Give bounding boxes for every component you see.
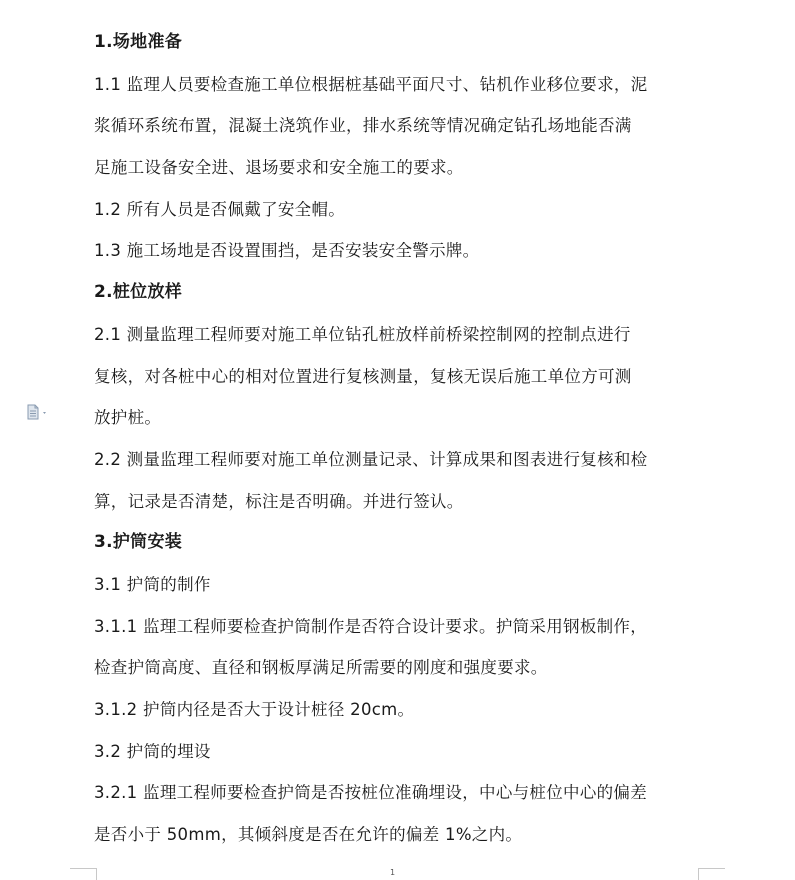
body-line: 足施工设备安全进、退场要求和安全施工的要求。 — [94, 158, 464, 178]
body-line: 1.1 监理人员要检查施工单位根据桩基础平面尺寸、钻机作业移位要求，泥 — [94, 74, 648, 94]
document-dropdown-icon[interactable] — [26, 404, 50, 420]
body-line: 3.1.2 护筒内径是否大于设计桩径 20cm。 — [94, 700, 415, 719]
body-line: 2.2 测量监理工程师要对施工单位测量记录、计算成果和图表进行复核和检 — [94, 449, 648, 469]
subsection-heading: 3.1 护筒的制作 — [94, 574, 211, 594]
subsection-heading: 3.2 护筒的埋设 — [94, 741, 211, 761]
body-line: 3.2.1 监理工程师要检查护筒是否按桩位准确埋设，中心与桩位中心的偏差 — [94, 783, 648, 803]
body-line: 浆循环系统布置，混凝土浇筑作业，排水系统等情况确定钻孔场地能否满 — [94, 116, 632, 136]
section-heading: 3.护筒安装 — [94, 532, 183, 553]
body-line: 1.3 施工场地是否设置围挡，是否安装安全警示牌。 — [94, 241, 480, 261]
page-number: 1 — [390, 868, 396, 877]
body-line: 算，记录是否清楚，标注是否明确。并进行签认。 — [94, 491, 464, 511]
body-line: 放护桩。 — [94, 408, 162, 428]
margin-corner-mark — [698, 868, 725, 880]
document-body — [94, 22, 706, 856]
section-heading: 2.桩位放样 — [94, 282, 183, 303]
body-line: 复核，对各桩中心的相对位置进行复核测量，复核无误后施工单位方可测 — [94, 366, 632, 386]
body-line: 3.1.1 监理工程师要检查护筒制作是否符合设计要求。护筒采用钢板制作， — [94, 616, 648, 636]
body-line: 1.2 所有人员是否佩戴了安全帽。 — [94, 199, 346, 219]
margin-corner-mark — [70, 868, 97, 880]
body-line: 是否小于 50mm，其倾斜度是否在允许的偏差 1%之内。 — [94, 825, 523, 845]
body-line: 检查护筒高度、直径和钢板厚满足所需要的刚度和强度要求。 — [94, 658, 548, 678]
body-line: 2.1 测量监理工程师要对施工单位钻孔桩放样前桥梁控制网的控制点进行 — [94, 324, 631, 344]
section-heading: 1.场地准备 — [94, 32, 183, 52]
